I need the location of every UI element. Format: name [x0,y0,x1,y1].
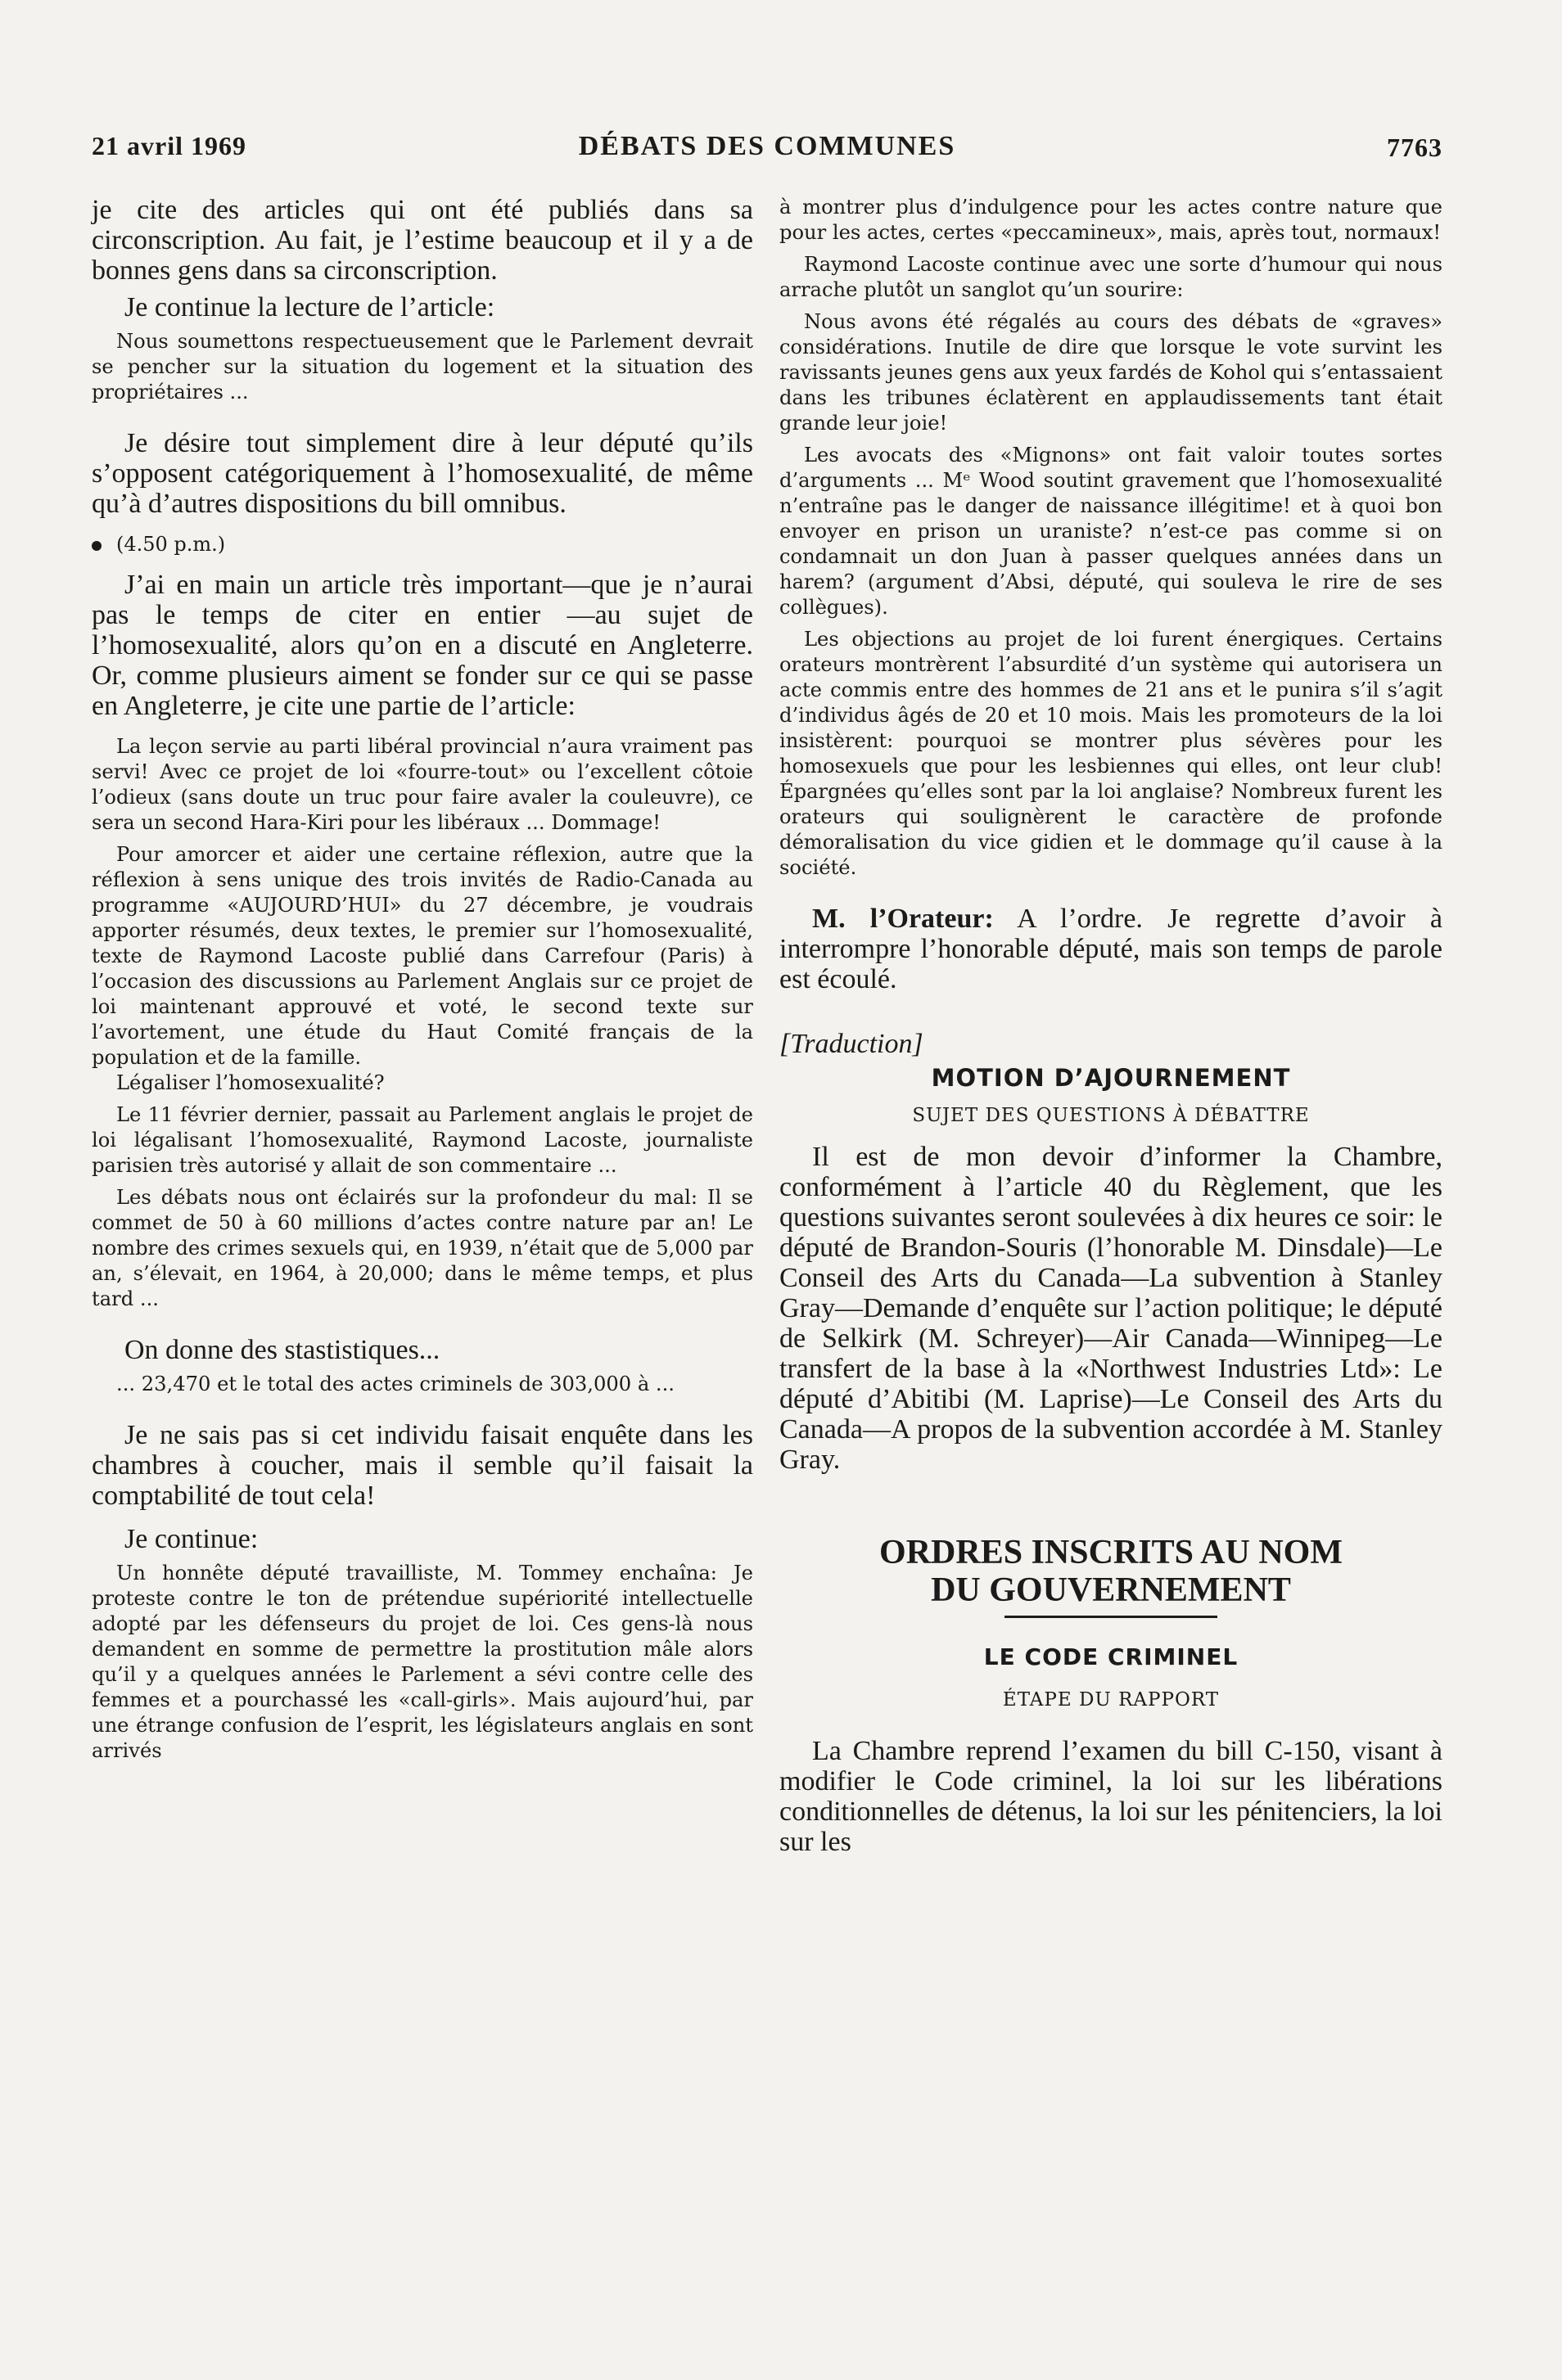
bullet-icon [92,541,102,551]
quotation: Les avocats des «Mignons» ont fait valoir toutes sortes d’arguments ... Mᵉ Wood soutint gravement que l’homosexualité n’entraîne pas le danger de naissance illégitime! et à quoi bon envoyer en prison un uraniste? n’est-ce pas comme si on condamnait un don Juan à passer quelques années dans un harem? (argument d’Absi, député, qui souleva le rire de ses collègues). [779,444,1442,619]
section-heading-line: ORDRES INSCRITS AU NOM [879,1534,1343,1571]
paragraph: Il est de mon devoir d’informer la Chambre, conformément à l’article 40 du Règlement, que les questions suivantes seront soulevées à dix heures ce soir: le député de Brandon-Souris (l’honorable M. Dinsdale)—Le Conseil des Arts du Canada—La subvention à Stanley Gray—Demande d’enquête sur l’action politique; le député de Selkirk (M. Schreyer)—Air Canada—Winnipeg—Le transfert de la base à la «Northwest Industries Ltd»: Le député d’Abitibi (M. Laprise)—Le Conseil des Arts du Canada—A propos de la subvention accordée à M. Stanley Gray. [779,1142,1442,1475]
quotation: ... 23,470 et le total des actes criminels de 303,000 à ... [116,1373,675,1395]
paragraph: Je continue la lecture de l’article: [124,292,495,322]
motion-title: MOTION D’AJOURNEMENT [931,1064,1291,1092]
quotation: Le 11 février dernier, passait au Parlement anglais le projet de loi légalisant l’homosexualité, Raymond Lacoste, journaliste parisien très autorisé y allait de son commentaire ... [92,1103,753,1177]
speaker-paragraph [779,904,1442,994]
quotation: Nous soumettons respectueusement que le Parlement devrait se pencher sur la situation du logement et la situation des propriétaires ... [92,330,753,403]
header-date: 21 avril 1969 [92,131,246,160]
time-marker [92,532,753,557]
header-title: DÉBATS DES COMMUNES [578,131,956,161]
quotation: La leçon servie au parti libéral provincial n’aura vraiment pas servi! Avec ce projet de loi «fourre-tout» ou l’excellent côtoie l’odieux (sans doute un truc pour faire avaler la couleuvre), ce sera un second Hara-Kiri pour les libéraux ... Dommage! [92,735,753,834]
section-heading [779,1534,1442,1609]
section-heading-line: DU GOUVERNEMENT [931,1571,1291,1609]
paragraph: Je continue: [124,1524,259,1554]
quotation-subheading: Légaliser l’homosexualité? [116,1071,385,1094]
quotation: Les débats nous ont éclairés sur la profondeur du mal: Il se commet de 50 à 60 millions d’actes contre nature par an! Le nombre des crimes sexuels qui, en 1939, n’était que de 5,000 par an, s’élevait, en 1964, à 20,000; dans le même temps, et plus tard ... [92,1186,753,1310]
motion-subtitle: SUJET DES QUESTIONS À DÉBATTRE [912,1105,1310,1126]
page-header [92,131,1442,172]
header-page-number: 7763 [1387,133,1442,162]
quotation: Les objections au projet de loi furent énergiques. Certains orateurs montrèrent l’absurdité d’un système qui autorisera un acte commis entre des hommes de 21 ans et le punira s’il s’agit d’individus âgés de 20 et 10 mois. Mais les promoteurs de la loi insistèrent: pourquoi se montrer plus sévères pour les homosexuels que pour les lesbiennes qui elles, ont leur club! Épargnées qu’elles sont par la loi anglaise? Nombreux furent les orateurs qui soulignèrent le caractère de profonde démoralisation du vice gidien et le dommage qu’il cause à la société. [779,628,1442,879]
code-title: LE CODE CRIMINEL [983,1643,1239,1670]
paragraph: On donne des stastistiques... [124,1335,440,1365]
paragraph: J’ai en main un article très important—que je n’aurai pas le temps de citer en entier —au sujet de l’homosexualité, alors qu’on en a discuté en Angleterre. Or, comme plusieurs aiment se fonder sur ce qui se passe en Angleterre, je cite une partie de l’article: [92,570,753,721]
quotation: Un honnête député travailliste, M. Tommey enchaîna: Je proteste contre le ton de prétendue supériorité intellectuelle adopté par les défenseurs du projet de loi. Ces gens-là nous demandent en somme de permettre la prostitution mâle alors qu’il y a quelques années le Parlement a sévi contre celle des femmes et a pourchassé les «call-girls». Mais aujourd’hui, par une étrange confusion de l’esprit, les législateurs anglais en sont arrivés [92,1562,753,1762]
divider [1004,1616,1217,1618]
speaker-text: A l’ordre. Je regrette d’avoir à interrompre l’honorable député, mais son temps de parole est écoulé. [779,904,1442,994]
paragraph: Je ne sais pas si cet individu faisait enquête dans les chambres à coucher, mais il semble qu’il faisait la comptabilité de tout cela! [92,1420,753,1511]
paragraph: je cite des articles qui ont été publiés dans sa circonscription. Au fait, je l’estime beaucoup et il y a de bonnes gens dans sa circonscription. [92,195,753,286]
paragraph: La Chambre reprend l’examen du bill C-150, visant à modifier le Code criminel, la loi sur les libérations conditionnelles de détenus, la loi sur les pénitenciers, la loi sur les [779,1736,1442,1857]
time-text: (4.50 p.m.) [116,533,226,556]
speaker-name: M. l’Orateur: [812,904,994,934]
quotation: Pour amorcer et aider une certaine réflexion, autre que la réflexion à sens unique des trois invités de Radio-Canada au programme «AUJOURD’HUI» du 27 décembre, je voudrais apporter résumés, deux textes, le premier sur l’homosexualité, texte de Raymond Lacoste publié dans Carrefour (Paris) à l’occasion des discussions au Parlement Anglais sur ce projet de loi maintenant approuvé et voté, le second texte sur l’avortement, une étude du Haut Comité français de la population et de la famille. [92,843,753,1069]
stage-title: ÉTAPE DU RAPPORT [1002,1689,1220,1711]
quotation: Nous avons été régalés au cours des débats de «graves» considérations. Inutile de dire que lorsque le vote survint les ravissants jeunes gens aux yeux fardés de Kohol qui s’entassaient dans les tribunes éclatèrent en applaudissements tant était grande leur joie! [779,310,1442,435]
quotation: Raymond Lacoste continue avec une sorte d’humour qui nous arrache plutôt un sanglot qu’un sourire: [779,253,1442,301]
traduction-label: [Traduction] [779,1029,923,1059]
paragraph: Je désire tout simplement dire à leur député qu’ils s’opposent catégoriquement à l’homosexualité, de même qu’à d’autres dispositions du bill omnibus. [92,428,753,519]
right-column [779,195,1442,1857]
quotation: à montrer plus d’indulgence pour les actes contre nature que pour les actes, certes «peccamineux», mais, après tout, normaux! [779,196,1442,244]
left-column [92,195,753,1764]
